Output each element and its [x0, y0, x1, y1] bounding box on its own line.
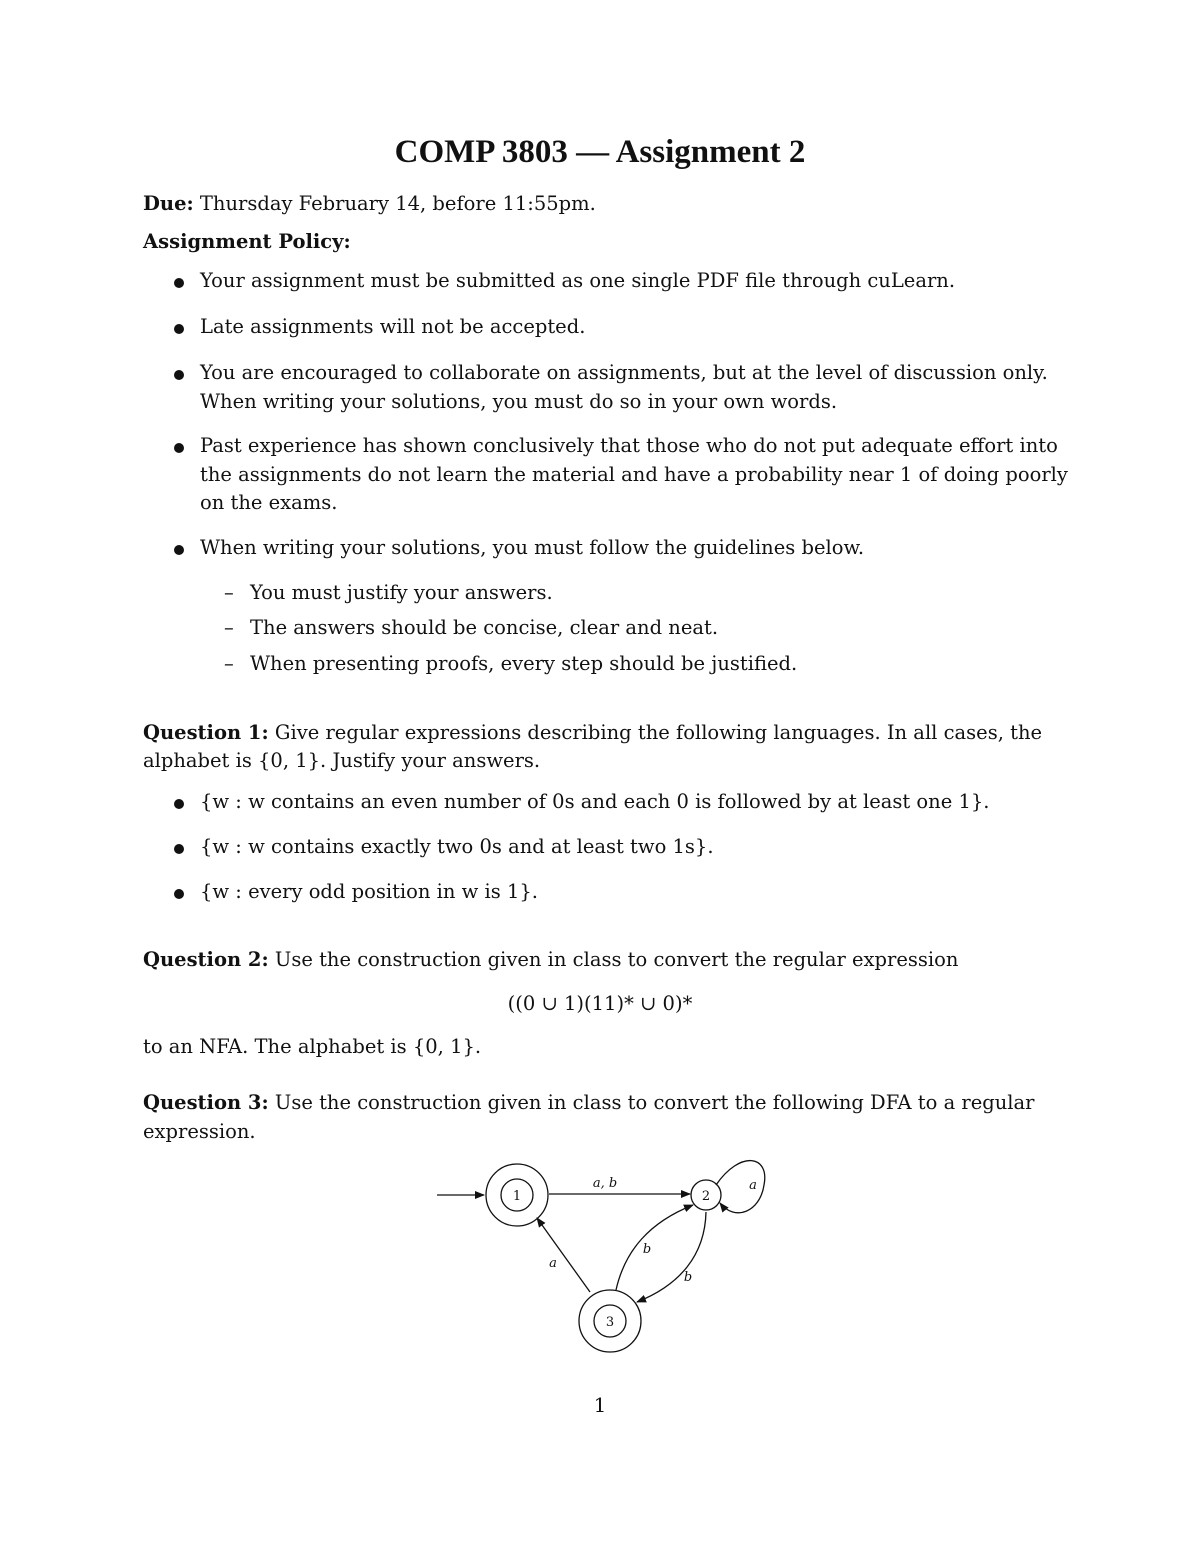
question-1-item: {w : every odd position in w is 1}.	[200, 880, 538, 903]
question-3-label: Question 3:	[143, 1091, 269, 1114]
edge-3-2	[616, 1205, 693, 1290]
question-2-label: Question 2:	[143, 948, 269, 971]
question-1-item: {w : w contains an even number of 0s and each 0 is followed by at least one 1}.	[200, 790, 990, 813]
question-1-item: {w : w contains exactly two 0s and at least two 1s}.	[200, 835, 714, 858]
edge-3-1-label: a	[549, 1256, 557, 1271]
dash-icon: –	[224, 616, 234, 639]
edge-2-3-label: b	[683, 1270, 693, 1285]
regular-expression: ((0 ∪ 1)(11)* ∪ 0)*	[507, 992, 693, 1015]
guideline-item: The answers should be concise, clear and neat.	[250, 616, 719, 639]
question-3-line-2: expression.	[143, 1120, 256, 1143]
edge-3-1	[537, 1218, 590, 1292]
policy-item: You are encouraged to collaborate on assignments, but at the level of discussion only. When writing your solutions, you must do so in your own words.	[200, 361, 1048, 413]
state-2-label: 2	[701, 1189, 711, 1204]
due-text: Thursday February 14, before 11:55pm.	[199, 192, 596, 215]
guideline-item: When presenting proofs, every step should be justified.	[250, 652, 798, 675]
policy-item: When writing your solutions, you must follow the guidelines below.	[200, 536, 865, 559]
dash-icon: –	[224, 581, 234, 604]
question-2-after: to an NFA. The alphabet is {0, 1}.	[143, 1035, 482, 1058]
due-label: Due:	[143, 192, 194, 215]
policy-item: Past experience has shown conclusively that those who do not put adequate effort into the assignments do not learn the material and have a probability near 1 of doing poorly on the exams.	[200, 434, 1068, 514]
state-1-label: 1	[512, 1189, 522, 1204]
page-number: 1	[593, 1393, 607, 1417]
state-3-label: 3	[605, 1315, 615, 1330]
question-1-line-2: alphabet is {0, 1}. Justify your answers.	[143, 749, 541, 772]
edge-2-2-label: a	[749, 1178, 757, 1193]
question-2-text: Use the construction given in class to convert the regular expression	[274, 948, 959, 971]
edge-2-3	[637, 1212, 706, 1302]
question-1-text: Give regular expressions describing the following languages. In all cases, the	[274, 721, 1043, 744]
edge-1-2-label: a, b	[592, 1176, 618, 1191]
dash-icon: –	[224, 652, 234, 675]
question-3-text: Use the construction given in class to convert the following DFA to a regular	[274, 1091, 1035, 1114]
page-title: COMP 3803 — Assignment 2	[394, 134, 806, 170]
guideline-item: You must justify your answers.	[250, 581, 553, 604]
policy-heading: Assignment Policy:	[143, 230, 351, 253]
edge-2-2	[716, 1161, 765, 1213]
policy-item: Late assignments will not be accepted.	[200, 315, 586, 338]
policy-item: Your assignment must be submitted as one single PDF file through cuLearn.	[200, 269, 956, 292]
question-1-label: Question 1:	[143, 721, 269, 744]
edge-3-2-label: b	[642, 1242, 652, 1257]
